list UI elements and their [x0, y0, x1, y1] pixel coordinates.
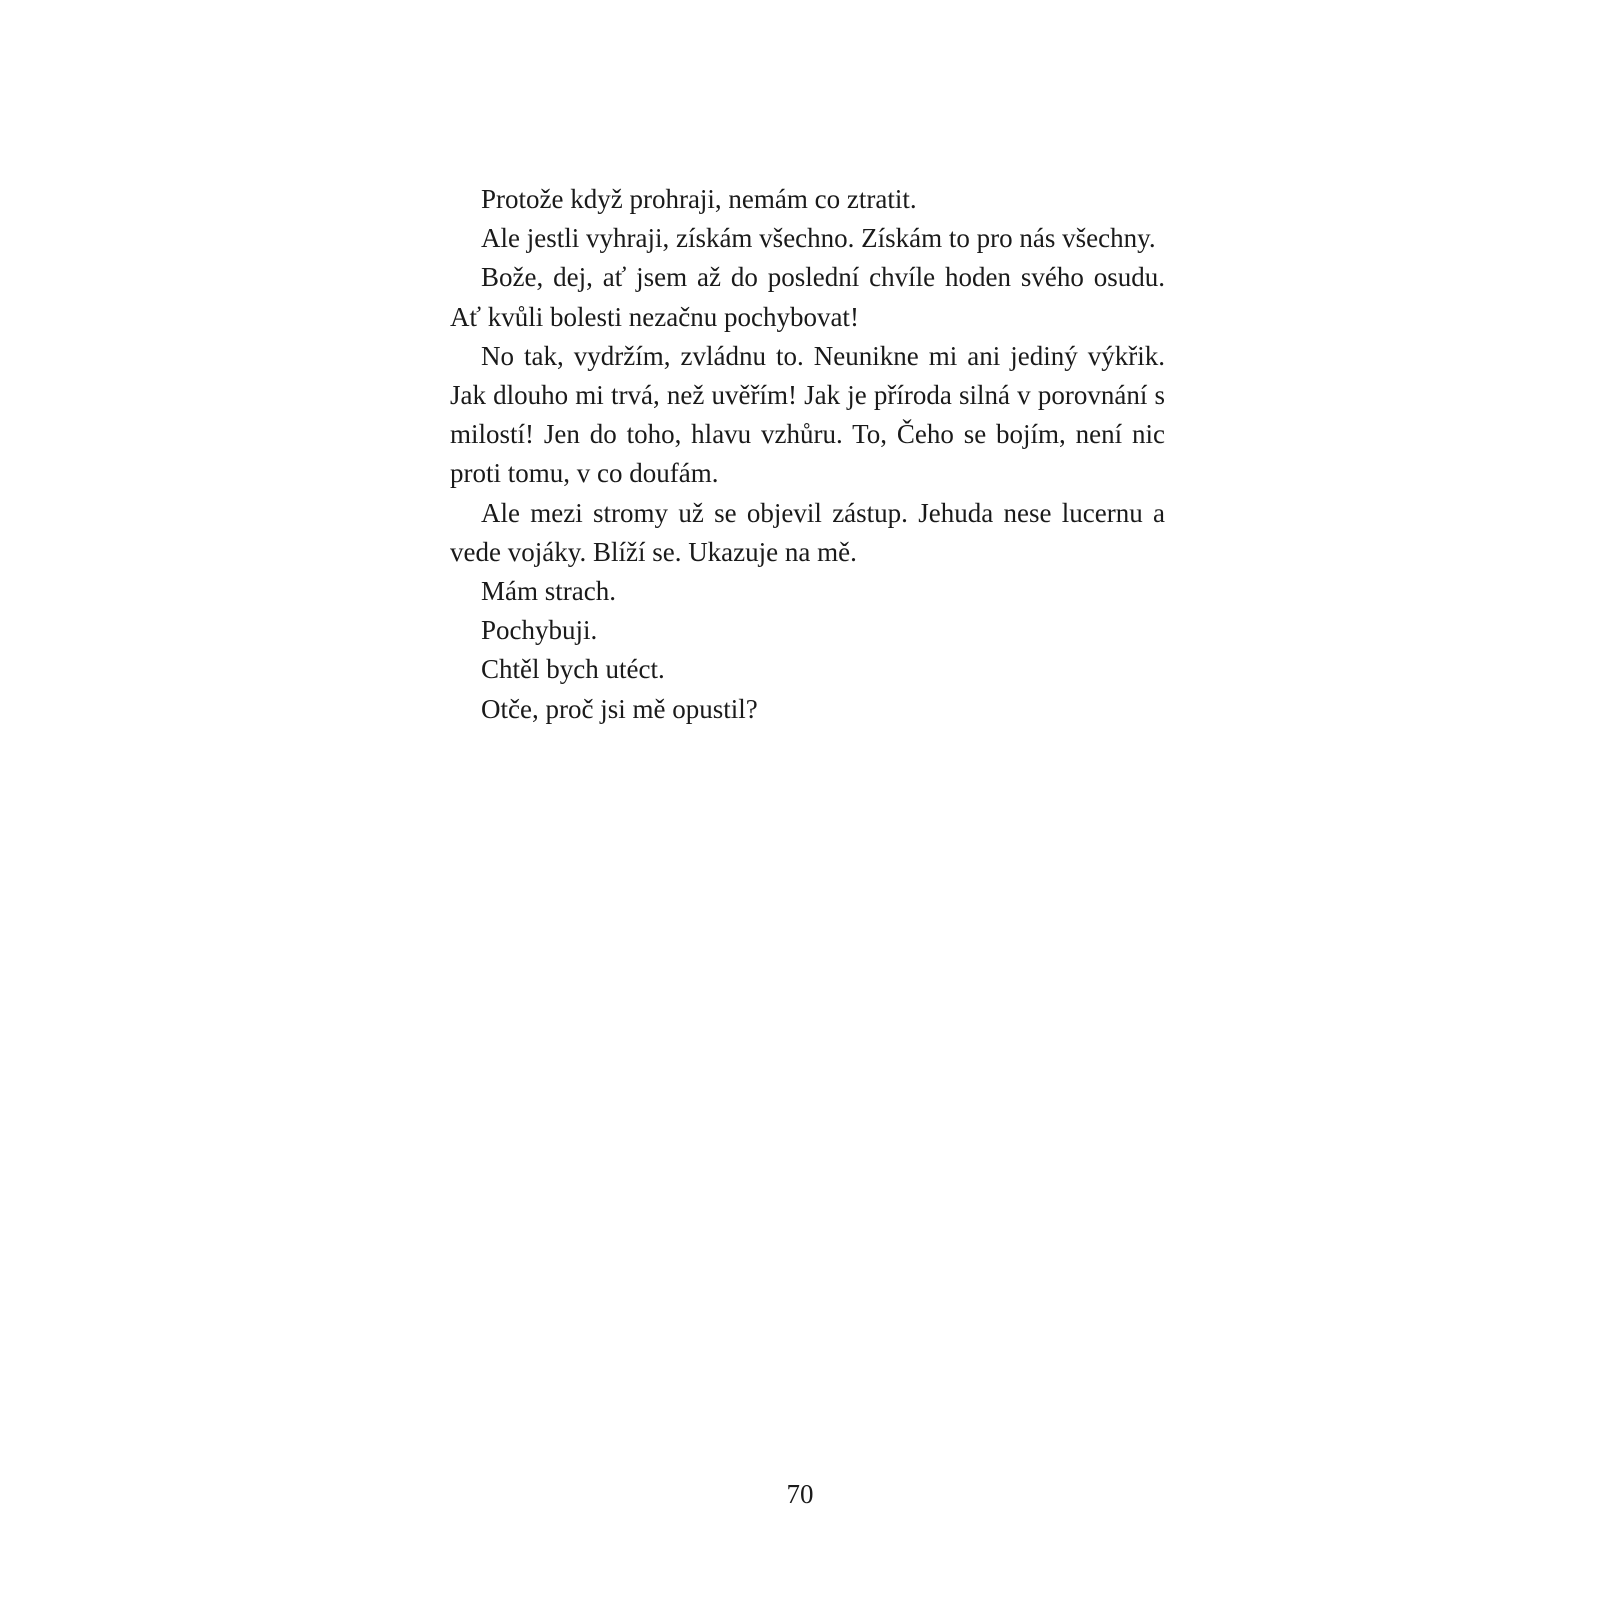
paragraph: Ale mezi stromy už se objevil zástup. Jehuda nese lucernu a vede vojáky. Blíží se. Ukazuje na mě.: [450, 497, 1165, 567]
paragraph: Protože když prohraji, nemám co ztratit.: [481, 184, 917, 214]
page-number: 70: [786, 1479, 814, 1509]
paragraph: Pochybuji.: [481, 615, 598, 646]
paragraph: Bože, dej, ať jsem až do poslední chvíle hoden svého osudu. Ať kvůli bolesti nezačnu pochybovat!: [450, 262, 1165, 332]
paragraph: Mám strach.: [481, 576, 616, 607]
paragraph: Ale jestli vyhraji, získám všechno. Získám to pro nás všechny.: [481, 223, 1156, 254]
paragraph: No tak, vydržím, zvládnu to. Neunikne mi ani jediný výkřik. Jak dlouho mi trvá, než uvěřím! Jak je příroda silná v porovnání s milostí! Jen do toho, hlavu vzhůru. To, Čeho se bojím, není nic proti tomu, v co doufám.: [450, 340, 1165, 489]
body-text: [450, 180, 1165, 729]
paragraph: Chtěl bych utéct.: [481, 654, 665, 685]
paragraph: Otče, proč jsi mě opustil?: [481, 693, 758, 724]
